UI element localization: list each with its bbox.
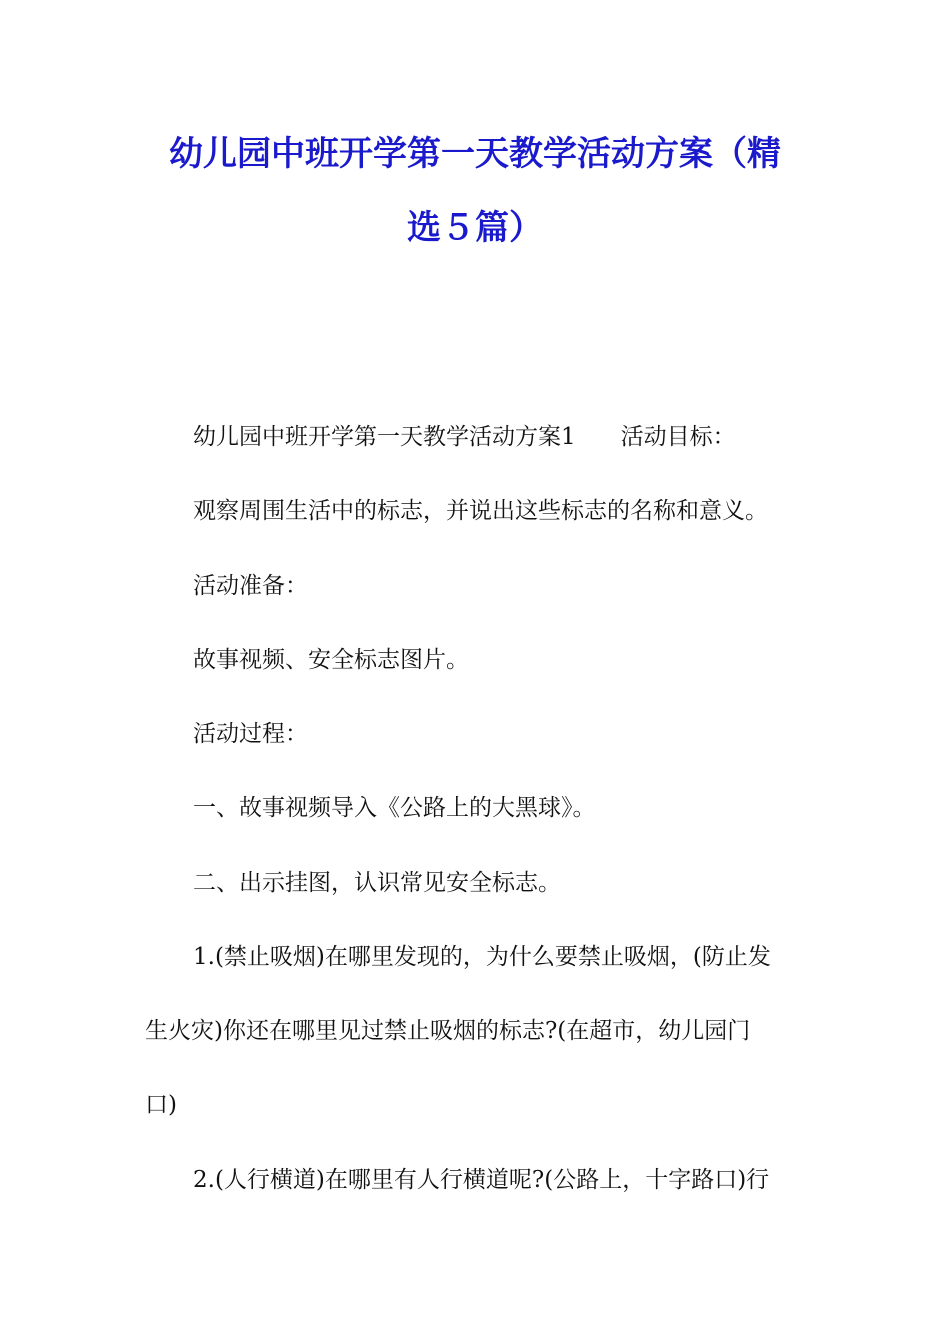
process-label: 活动过程： bbox=[193, 721, 308, 747]
prep-text: 故事视频、安全标志图片。 bbox=[193, 647, 469, 673]
prep-label: 活动准备： bbox=[193, 573, 308, 599]
item-1-line-3: 口) bbox=[145, 1092, 177, 1118]
item-1-line-1: 1.(禁止吸烟)在哪里发现的，为什么要禁止吸烟，(防止发 bbox=[193, 944, 771, 970]
goal-label: 活动目标： bbox=[620, 424, 736, 450]
item-2-line-1: 2.(人行横道)在哪里有人行横道呢?(公路上，十字路口)行 bbox=[193, 1167, 770, 1193]
section-heading-row bbox=[193, 420, 873, 454]
document-title-line-1: 幼儿园中班开学第一天教学活动方案（精 bbox=[169, 134, 781, 174]
step-2: 二、出示挂图，认识常见安全标志。 bbox=[193, 870, 561, 896]
section-heading: 幼儿园中班开学第一天教学活动方案1 bbox=[193, 424, 576, 450]
item-1-line-2: 生火灾)你还在哪里见过禁止吸烟的标志?(在超市，幼儿园门 bbox=[145, 1018, 751, 1044]
step-1: 一、故事视频导入《公路上的大黑球》。 bbox=[193, 795, 596, 821]
document-title-line-2: 选５篇） bbox=[407, 208, 543, 248]
goal-text: 观察周围生活中的标志，并说出这些标志的名称和意义。 bbox=[193, 498, 768, 524]
